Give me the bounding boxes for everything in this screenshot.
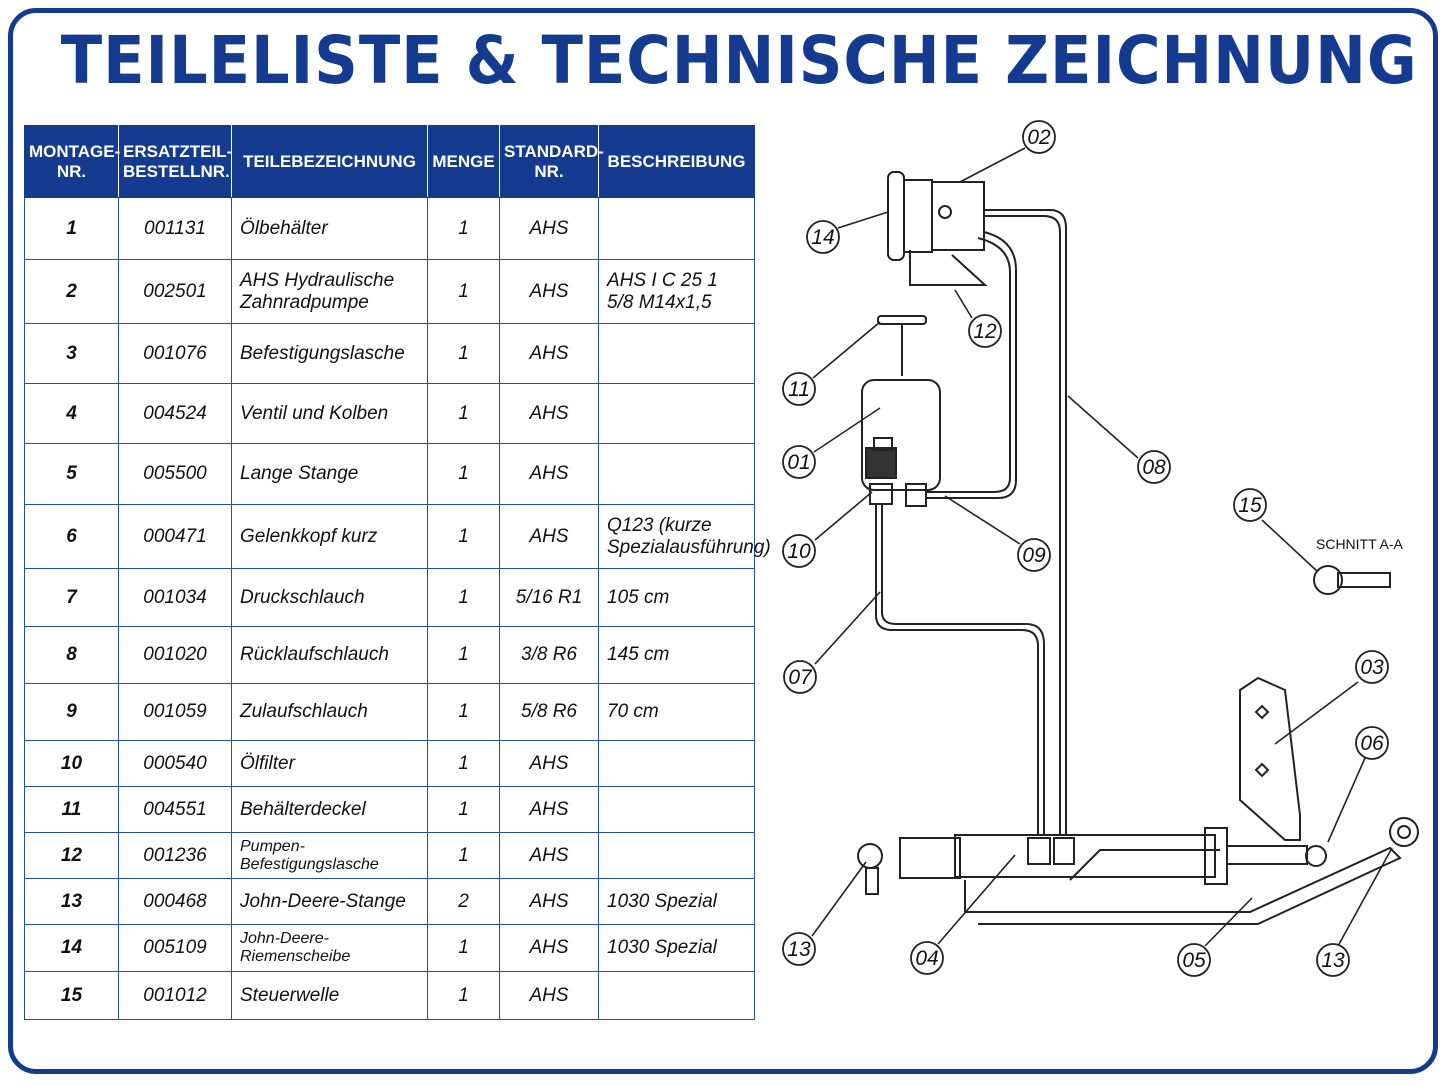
callout-label: 13 (1321, 949, 1345, 972)
cell-bestellnr: 000471 (119, 505, 232, 569)
cell-standard-nr: AHS (500, 879, 599, 925)
cell-montage-nr: 14 (25, 925, 119, 972)
rod-end-stem-shape (866, 868, 878, 894)
cell-standard-nr: AHS (500, 925, 599, 972)
cell-bestellnr: 005500 (119, 444, 232, 505)
cell-bestellnr: 001020 (119, 627, 232, 684)
cell-teilebezeichnung: Rücklaufschlauch (232, 627, 428, 684)
pump-bracket-shape (910, 250, 985, 285)
pressure-hose-shape (876, 504, 1038, 835)
callout-label: 04 (915, 947, 939, 970)
leader-line-13-right (1338, 848, 1392, 946)
supply-hose-inner-shape (925, 238, 1010, 492)
cell-menge: 1 (428, 684, 500, 741)
cell-montage-nr: 6 (25, 505, 119, 569)
cell-bestellnr: 001131 (119, 198, 232, 260)
cell-standard-nr: 3/8 R6 (500, 627, 599, 684)
cell-teilebezeichnung: Ölbehälter (232, 198, 428, 260)
cell-menge: 1 (428, 260, 500, 324)
filter-housing-shape (866, 448, 896, 478)
header-menge: MENGE (428, 126, 500, 198)
cell-bestellnr: 001076 (119, 324, 232, 384)
return-fitting-shape (906, 484, 926, 506)
callout-label: 02 (1027, 126, 1051, 149)
table-row (25, 972, 755, 1020)
leader-line-15 (1262, 520, 1318, 572)
cell-montage-nr: 11 (25, 787, 119, 833)
cell-bestellnr: 000540 (119, 741, 232, 787)
cell-beschreibung: 145 cm (599, 627, 755, 684)
cell-menge: 1 (428, 198, 500, 260)
callout-label: 06 (1360, 732, 1384, 755)
table-row (25, 627, 755, 684)
return-hose-inner-shape (985, 216, 1060, 835)
cell-teilebezeichnung: Zulaufschlauch (232, 684, 428, 741)
cell-menge: 1 (428, 324, 500, 384)
cylinder-end-shape (900, 838, 960, 878)
cell-teilebezeichnung: Pumpen-Befestigungslasche (232, 833, 428, 879)
long-rod-shape (965, 848, 1400, 924)
pulley-hub-shape (904, 180, 932, 252)
cell-bestellnr: 001059 (119, 684, 232, 741)
cell-bestellnr: 005109 (119, 925, 232, 972)
leader-line-09 (945, 496, 1020, 544)
header-beschreibung: BESCHREIBUNG (599, 126, 755, 198)
cell-montage-nr: 7 (25, 569, 119, 627)
cell-beschreibung (599, 324, 755, 384)
cell-bestellnr: 001012 (119, 972, 232, 1020)
header-montage-nr: MONTAGE- NR. (25, 126, 119, 198)
cell-montage-nr: 5 (25, 444, 119, 505)
cell-standard-nr: AHS (500, 505, 599, 569)
callout-label: 14 (811, 226, 835, 249)
leader-line-12 (955, 290, 972, 318)
cell-teilebezeichnung: Behälterdeckel (232, 787, 428, 833)
cell-bestellnr: 002501 (119, 260, 232, 324)
section-shaft-body-shape (1338, 573, 1390, 587)
rod-end-eye-shape (1398, 826, 1410, 838)
table-row (25, 444, 755, 505)
table-row (25, 787, 755, 833)
callout-label: 09 (1022, 544, 1046, 567)
leader-line-02 (960, 148, 1025, 182)
bolt-hole-shape (1256, 706, 1268, 718)
cell-menge: 1 (428, 384, 500, 444)
cell-menge: 2 (428, 879, 500, 925)
table-row (25, 324, 755, 384)
cell-montage-nr: 2 (25, 260, 119, 324)
callout-label: 07 (788, 666, 812, 689)
header-teilebezeichnung: TEILEBEZEICHNUNG (232, 126, 428, 198)
leader-line-04 (938, 855, 1015, 944)
callout-label: 10 (787, 540, 811, 563)
cell-teilebezeichnung: John-Deere-Stange (232, 879, 428, 925)
cell-beschreibung (599, 741, 755, 787)
cell-standard-nr: AHS (500, 444, 599, 505)
cell-beschreibung: AHS I C 25 1 5/8 M14x1,5 (599, 260, 755, 324)
parts-table (24, 125, 771, 1020)
technical-drawing (760, 110, 1430, 990)
leader-line-07 (815, 592, 880, 664)
table-row (25, 569, 755, 627)
cell-beschreibung: Q123 (kurze Spezialausführung) (599, 505, 755, 569)
cell-standard-nr: AHS (500, 260, 599, 324)
cell-menge: 1 (428, 569, 500, 627)
cell-beschreibung (599, 384, 755, 444)
callout-label: 11 (788, 378, 810, 401)
cell-standard-nr: AHS (500, 787, 599, 833)
cell-montage-nr: 4 (25, 384, 119, 444)
cell-menge: 1 (428, 505, 500, 569)
cell-montage-nr: 12 (25, 833, 119, 879)
leader-line-06 (1328, 758, 1365, 842)
cell-bestellnr: 000468 (119, 879, 232, 925)
cell-menge: 1 (428, 925, 500, 972)
cell-montage-nr: 3 (25, 324, 119, 384)
cell-montage-nr: 8 (25, 627, 119, 684)
table-row (25, 505, 755, 569)
return-hose-shape (985, 210, 1066, 835)
leader-line-10 (815, 492, 872, 540)
cell-menge: 1 (428, 833, 500, 879)
cell-beschreibung (599, 833, 755, 879)
cell-teilebezeichnung: Lange Stange (232, 444, 428, 505)
table-row (25, 879, 755, 925)
bolt-hole-shape (1256, 764, 1268, 776)
ball-joint-shape (1306, 846, 1326, 866)
cell-menge: 1 (428, 741, 500, 787)
cell-teilebezeichnung: Druckschlauch (232, 569, 428, 627)
table-row (25, 198, 755, 260)
valve-body-shape (955, 835, 1215, 877)
pump-port-shape (939, 206, 951, 218)
cell-beschreibung (599, 972, 755, 1020)
table-row (25, 684, 755, 741)
cell-beschreibung: 105 cm (599, 569, 755, 627)
cell-menge: 1 (428, 444, 500, 505)
mounting-bracket-shape (1240, 678, 1300, 840)
cell-standard-nr: 5/8 R6 (500, 684, 599, 741)
cell-beschreibung (599, 787, 755, 833)
table-row (25, 384, 755, 444)
table-header-row (25, 126, 755, 198)
table-row (25, 741, 755, 787)
leader-line-08 (1068, 396, 1138, 458)
cell-menge: 1 (428, 972, 500, 1020)
cell-teilebezeichnung: John-Deere-Riemenscheibe (232, 925, 428, 972)
cell-beschreibung: 70 cm (599, 684, 755, 741)
cell-teilebezeichnung: Ventil und Kolben (232, 384, 428, 444)
cell-standard-nr: AHS (500, 198, 599, 260)
cell-beschreibung (599, 198, 755, 260)
callout-group (783, 121, 1388, 976)
cell-bestellnr: 001236 (119, 833, 232, 879)
callout-label: 15 (1238, 494, 1262, 517)
cell-standard-nr: 5/16 R1 (500, 569, 599, 627)
callout-label: 01 (787, 451, 811, 474)
callout-label: 12 (973, 320, 997, 343)
cell-beschreibung (599, 444, 755, 505)
table-row (25, 833, 755, 879)
section-label: SCHNITT A-A (1316, 536, 1403, 552)
leader-lines (812, 148, 1392, 946)
rod-link-shape (1070, 850, 1220, 880)
page-title: TEILELISTE & TECHNISCHE ZEICHNUNG (60, 22, 1418, 99)
leader-line-01 (814, 408, 880, 452)
table-row (25, 260, 755, 324)
callout-label: 05 (1182, 949, 1206, 972)
filter-fitting-shape (870, 484, 892, 504)
header-standard-nr: STANDARD- NR. (500, 126, 599, 198)
piston-rod-shape (1227, 846, 1307, 864)
cell-teilebezeichnung: Ölfilter (232, 741, 428, 787)
cell-teilebezeichnung: Befestigungslasche (232, 324, 428, 384)
cell-montage-nr: 9 (25, 684, 119, 741)
cell-standard-nr: AHS (500, 324, 599, 384)
cell-bestellnr: 001034 (119, 569, 232, 627)
leader-line-05 (1205, 898, 1252, 946)
cell-montage-nr: 15 (25, 972, 119, 1020)
valve-fitting-shape (1054, 838, 1074, 864)
cell-menge: 1 (428, 787, 500, 833)
table-row (25, 925, 755, 972)
cell-teilebezeichnung: Steuerwelle (232, 972, 428, 1020)
cell-teilebezeichnung: AHS Hydraulische Zahnradpumpe (232, 260, 428, 324)
cell-standard-nr: AHS (500, 384, 599, 444)
rod-end-left-shape (858, 844, 882, 868)
callout-label: 08 (1142, 456, 1166, 479)
callout-label: 13 (787, 938, 811, 961)
rod-end-right-shape (1390, 818, 1418, 846)
header-ersatzteil-bestellnr: ERSATZTEIL- BESTELLNR. (119, 126, 232, 198)
pulley-shape (888, 172, 904, 260)
leader-line-14 (838, 212, 888, 228)
cell-montage-nr: 10 (25, 741, 119, 787)
leader-line-13-left (812, 862, 866, 936)
cell-montage-nr: 1 (25, 198, 119, 260)
cell-beschreibung: 1030 Spezial (599, 879, 755, 925)
cell-bestellnr: 004524 (119, 384, 232, 444)
cell-menge: 1 (428, 627, 500, 684)
tank-cap-shape (878, 316, 926, 324)
leader-line-11 (813, 322, 880, 378)
cell-standard-nr: AHS (500, 833, 599, 879)
cell-beschreibung: 1030 Spezial (599, 925, 755, 972)
cell-standard-nr: AHS (500, 741, 599, 787)
cell-montage-nr: 13 (25, 879, 119, 925)
callout-label: 03 (1360, 656, 1384, 679)
cell-teilebezeichnung: Gelenkkopf kurz (232, 505, 428, 569)
cell-bestellnr: 004551 (119, 787, 232, 833)
cell-standard-nr: AHS (500, 972, 599, 1020)
valve-fitting-shape (1028, 838, 1050, 864)
